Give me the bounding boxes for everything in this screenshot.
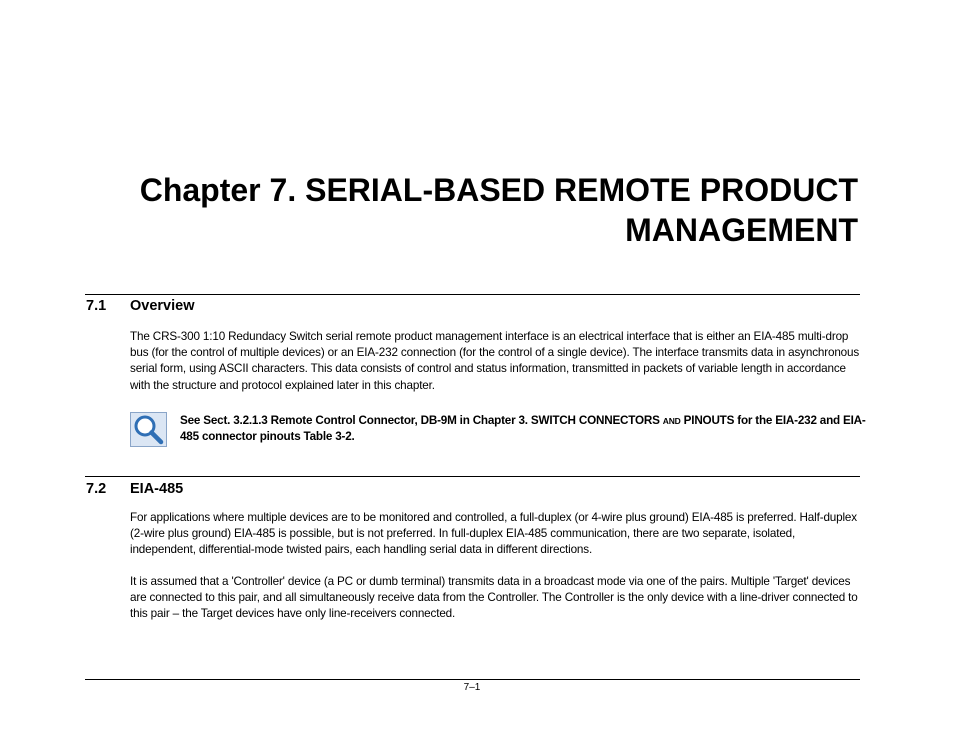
eia485-paragraph-2: It is assumed that a 'Controller' device (a PC or dumb terminal) transmits data in a broadcast mode via one of the pairs. Multiple 'Target' devices are connected to this pair, and all simultaneously receive data from the Controller. The Controller is the only device with a line-driver connected to this pair – the Target devices have only line-receivers connected. xyxy=(130,575,858,621)
section-heading-overview xyxy=(86,297,195,315)
page-number: 7–1 xyxy=(463,682,481,693)
overview-paragraph: The CRS-300 1:10 Redundacy Switch serial remote product management interface is an electrical interface that is either an EIA-485 multi-drop bus (for the control of multiple devices) or an EIA-232 connection (for the control of a single device). The interface transmits data in asynchronous serial form, using ASCII characters. This data consists of control and status information, transmitted in packets of variable length in accordance with the structure and protocol explained later in this chapter. xyxy=(130,330,860,392)
section-divider xyxy=(85,476,860,477)
section-number: 7.2 xyxy=(86,481,107,497)
section-number: 7.1 xyxy=(86,298,107,314)
section-title: Overview xyxy=(130,298,195,314)
chapter-title xyxy=(90,170,858,250)
eia485-paragraph-1: For applications where multiple devices are to be monitored and controlled, a full-duplex (or 4-wire plus ground) EIA-485 is preferred. Half-duplex (2-wire plus ground) EIA-485 is possible, but is not preferred. In full-duplex EIA-485 communication, there are two separate, isolated, independent, differential-mode twisted pairs, each handling serial data in different directions. xyxy=(130,511,857,557)
chapter-title-line-1: Chapter 7. SERIAL-BASED REMOTE PRODUCT xyxy=(139,172,858,208)
section-heading-eia-485 xyxy=(86,480,183,498)
section-divider xyxy=(85,294,860,295)
note-text: See Sect. 3.2.1.3 Remote Control Connector, DB-9M in Chapter 3. SWITCH CONNECTORS AND PINOUTS for the EIA-232 and EIA-485 connector pinouts Table 3-2. xyxy=(180,414,866,444)
magnifier-icon xyxy=(130,412,167,447)
chapter-title-line-2: MANAGEMENT xyxy=(625,212,858,248)
footer-divider xyxy=(85,679,860,680)
section-title: EIA-485 xyxy=(130,481,184,497)
